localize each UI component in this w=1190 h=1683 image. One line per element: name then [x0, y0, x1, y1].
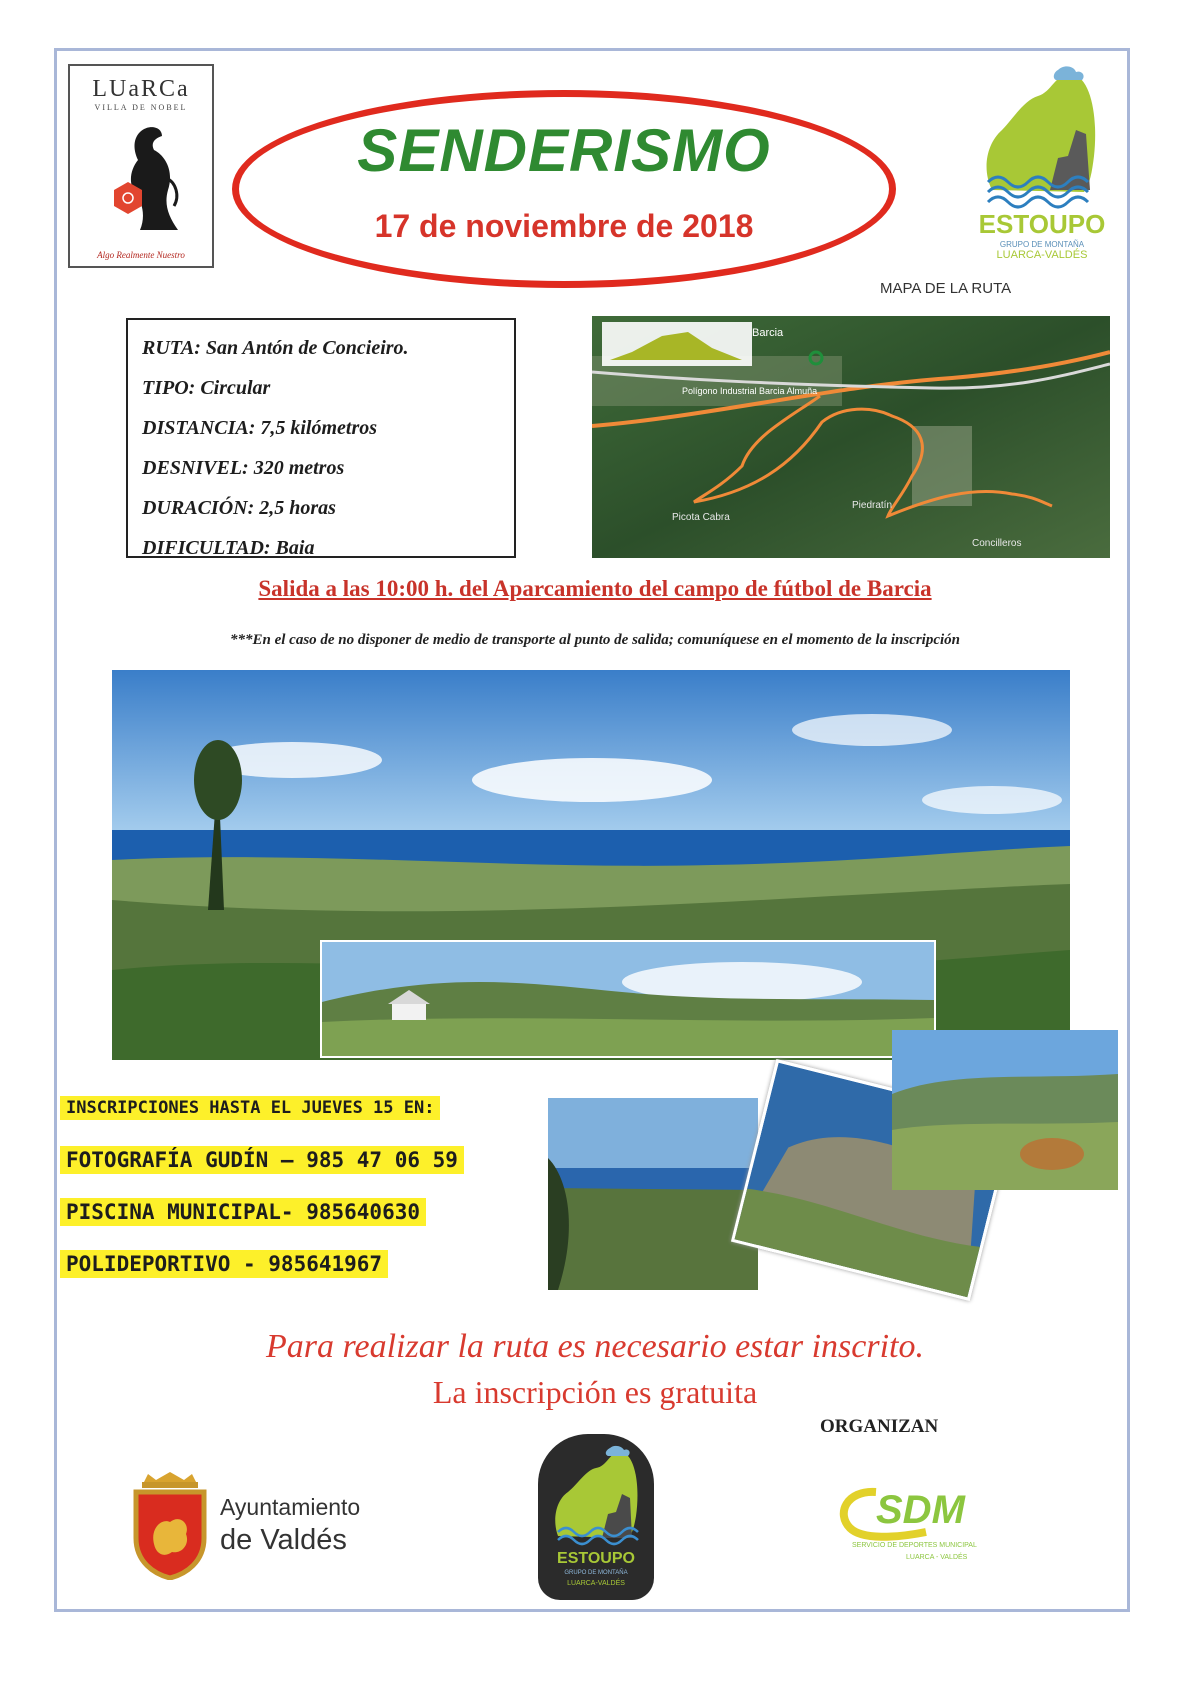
organizers-heading: ORGANIZAN	[820, 1416, 939, 1437]
luarca-logo-subtitle: VILLA DE NOBEL	[94, 103, 188, 112]
valdes-line2: de Valdés	[220, 1524, 347, 1556]
registration-free: La inscripción es gratuita	[432, 1374, 758, 1410]
luarca-logo-title: LUaRCa	[92, 76, 190, 102]
registration-heading	[60, 1098, 440, 1118]
estoupo-badge-name: ESTOUPO	[557, 1550, 635, 1567]
estoupo-badge-sub2: LUARCA-VALDÉS	[567, 1580, 625, 1587]
route-info-box	[126, 318, 516, 558]
event-date: 17 de noviembre de 2018	[374, 208, 754, 244]
route-distance: DISTANCIA: 7,5 kilómetros	[142, 417, 378, 439]
luarca-logo-tagline: Algo Realmente Nuestro	[97, 250, 185, 260]
registration-required: Para realizar la ruta es necesario estar inscrito.	[266, 1328, 924, 1365]
route-map	[592, 316, 1110, 558]
route-difficulty: DIFICULTAD: Baia	[142, 537, 315, 559]
map-label-concilleros: Concilleros	[972, 538, 1022, 549]
map-label: MAPA DE LA RUTA	[880, 280, 1012, 297]
sdm-sub1: SERVICIO DE DEPORTES MUNICIPAL	[852, 1542, 977, 1549]
estoupo-sub2: LUARCA-VALDÉS	[996, 249, 1088, 261]
route-name: RUTA: San Antón de Concieiro.	[142, 337, 409, 359]
map-label-poligono: Polígono Industrial Barcia Almuña	[682, 386, 818, 396]
route-elevation: DESNIVEL: 320 metros	[142, 457, 345, 479]
map-label-barcia: Barcia	[752, 327, 784, 339]
sdm-name: SDM	[876, 1488, 965, 1532]
route-type: TIPO: Circular	[142, 377, 271, 399]
valdes-shield-icon	[128, 1468, 212, 1580]
registration-place-2-text: PISCINA MUNICIPAL- 985640630	[60, 1198, 426, 1226]
estoupo-name: ESTOUPO	[978, 209, 1106, 239]
page-title: SENDERISMO	[357, 117, 771, 184]
registration-place-1	[60, 1148, 464, 1172]
map-label-picota: Picota Cabra	[672, 512, 730, 523]
route-duration: DURACIÓN: 2,5 horas	[142, 497, 336, 519]
estoupo-logo	[972, 60, 1112, 270]
estoupo-badge-sub1: GRUPO DE MONTAÑA	[564, 1570, 628, 1576]
valdes-logo	[128, 1468, 388, 1580]
collage-photo-1	[548, 1098, 758, 1290]
valdes-line1: Ayuntamiento	[220, 1494, 361, 1520]
estoupo-sub1: GRUPO DE MONTAÑA	[999, 240, 1085, 249]
sdm-logo	[836, 1484, 1032, 1568]
map-label-piedratin: Piedratín	[852, 500, 893, 511]
transport-note: ***En el caso de no disponer de medio de transporte al punto de salida; comuníquese en el momento de la inscripción	[229, 632, 960, 648]
estoupo-badge	[538, 1434, 654, 1600]
registration-place-1-text: FOTOGRAFÍA GUDÍN – 985 47 06 59	[60, 1146, 464, 1174]
estoupo-badge-mountain-icon	[538, 1440, 654, 1550]
sdm-sub2: LUARCA - VALDÉS	[906, 1554, 968, 1561]
registration-heading-text: INSCRIPCIONES HASTA EL JUEVES 15 EN:	[60, 1096, 440, 1120]
collage-photo-3	[892, 1030, 1118, 1190]
mountain-icon	[972, 60, 1112, 210]
registration-place-3-text: POLIDEPORTIVO - 985641967	[60, 1250, 388, 1278]
departure-info: Salida a las 10:00 h. del Aparcamiento del campo de fútbol de Barcia	[258, 576, 932, 601]
luarca-logo	[68, 64, 214, 268]
registration-place-2	[60, 1200, 426, 1224]
nobel-portrait-icon	[70, 112, 212, 242]
chapel-photo	[320, 940, 936, 1058]
registration-place-3	[60, 1252, 388, 1276]
